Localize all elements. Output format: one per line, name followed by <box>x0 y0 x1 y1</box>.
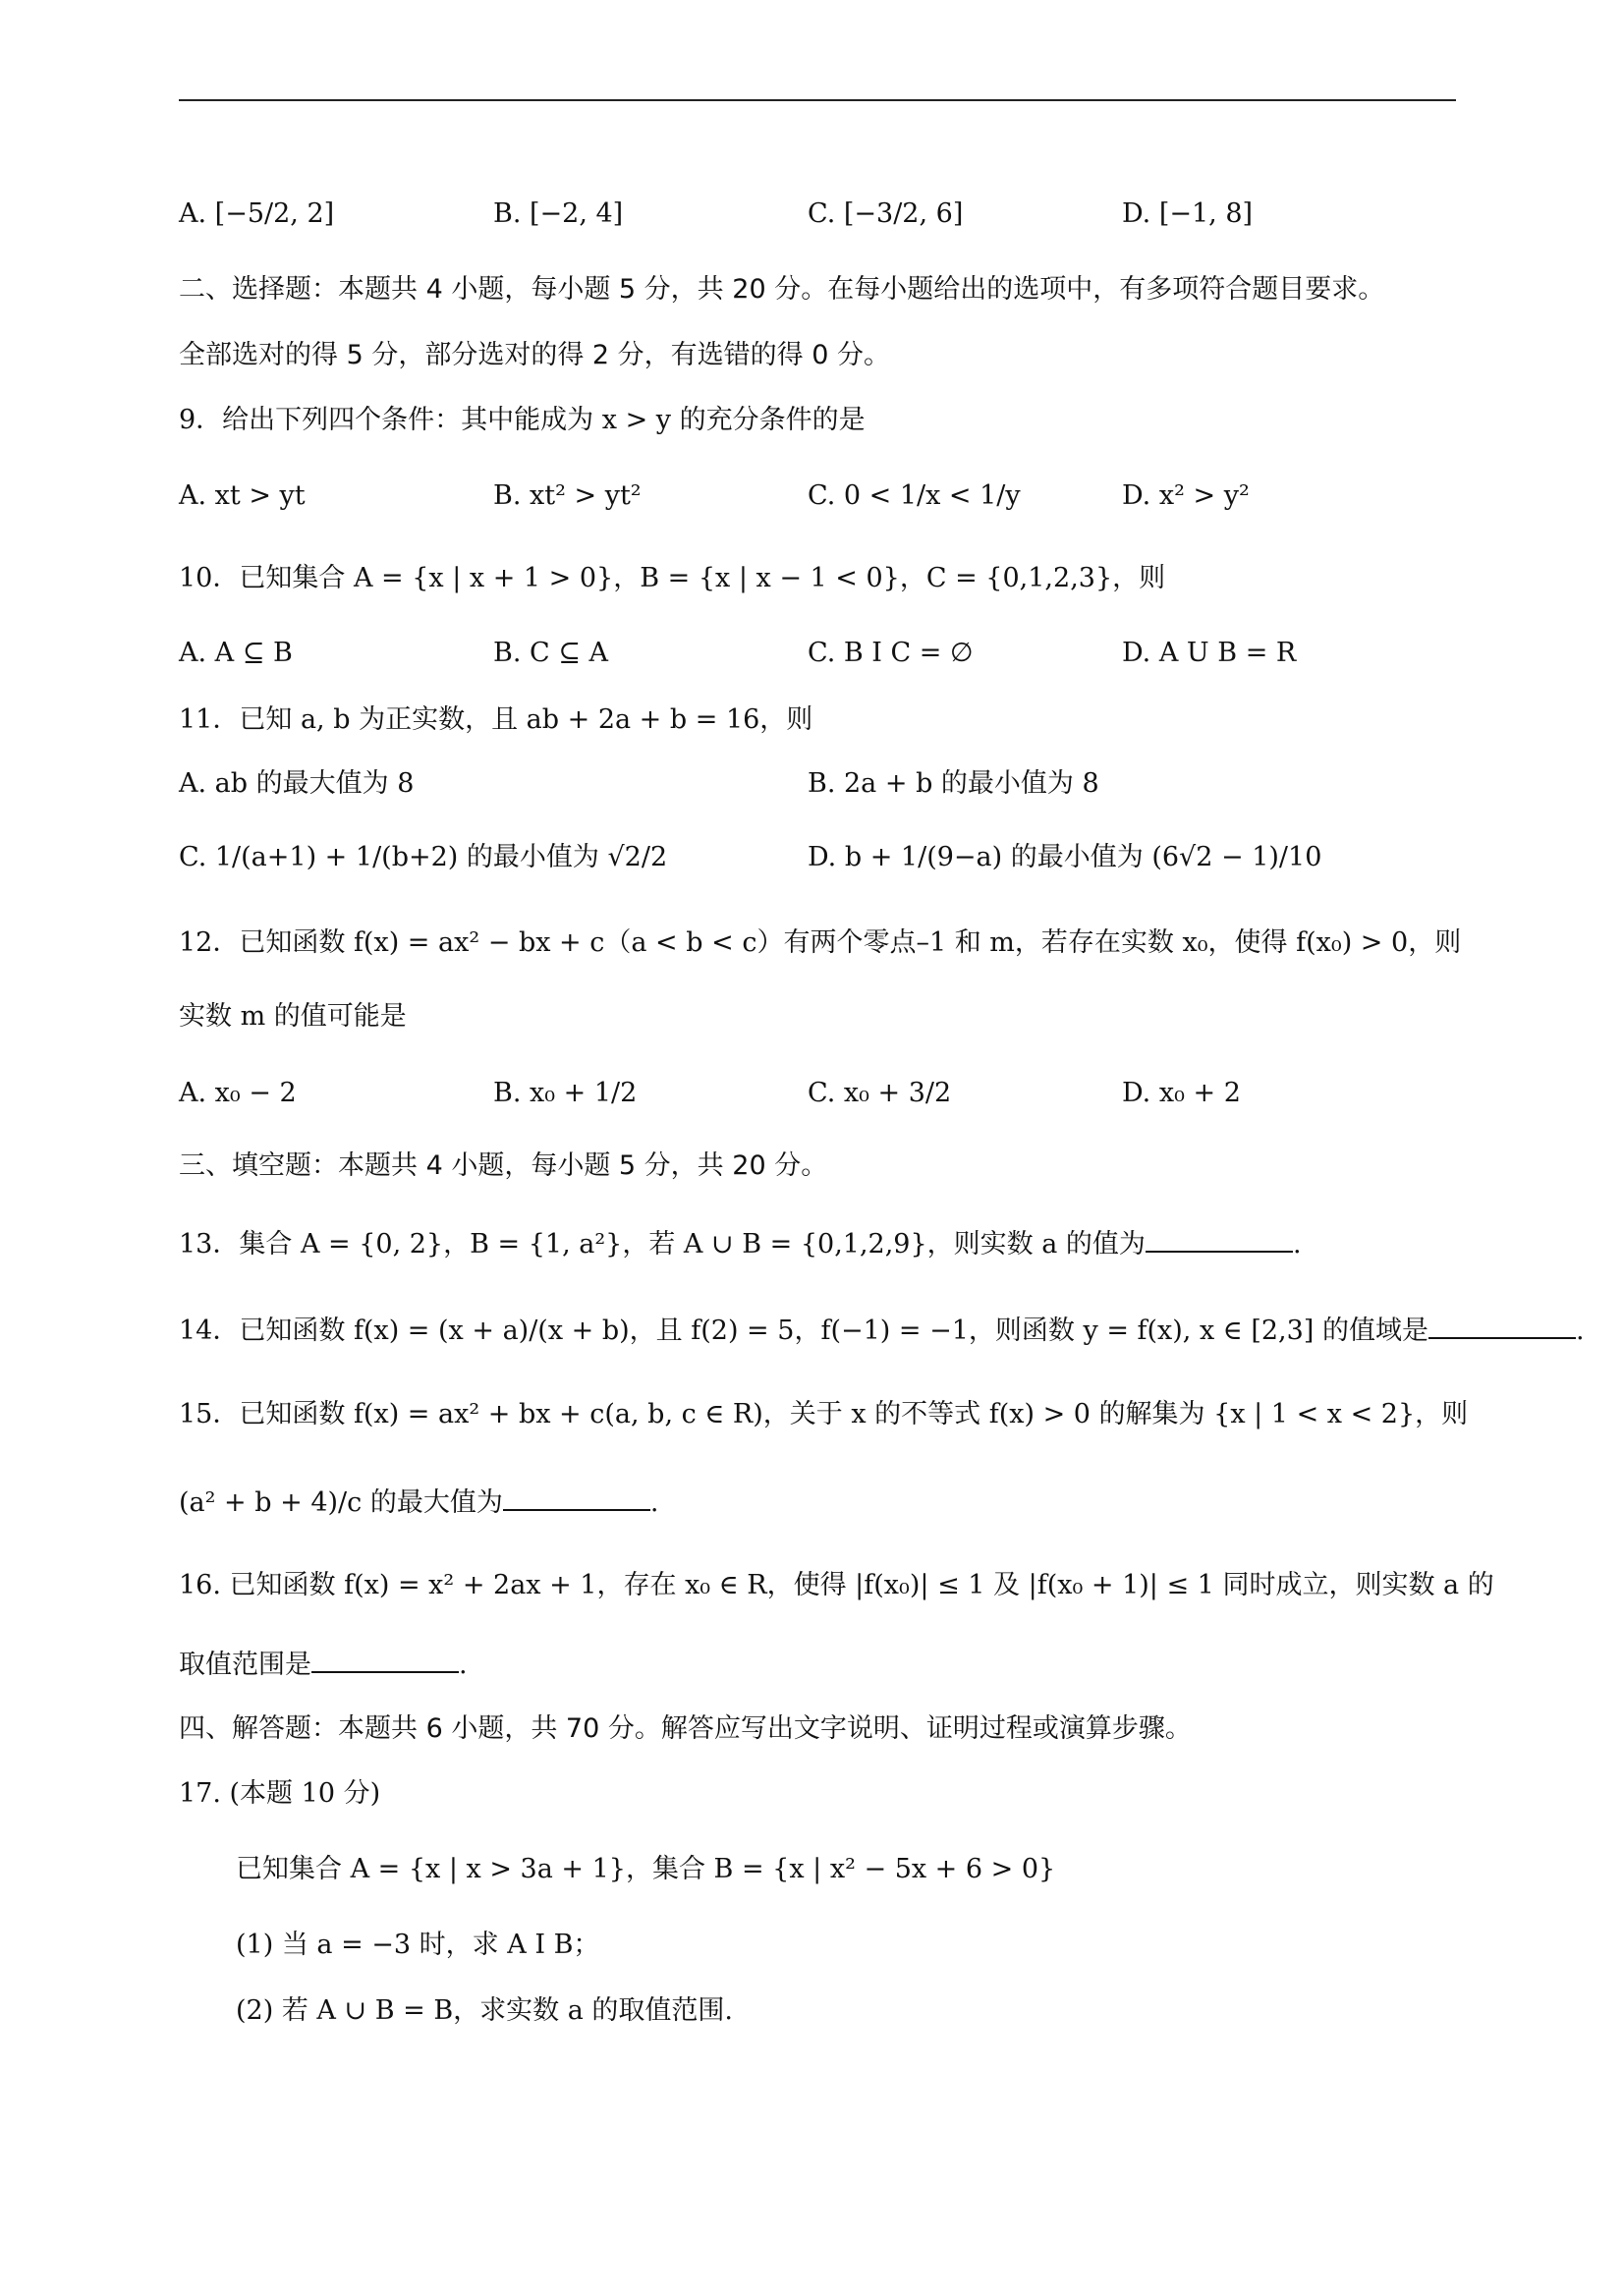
q13-answer-blank[interactable] <box>1146 1223 1293 1253</box>
q12-stem-line1: 12．已知函数 f(x) = ax² − bx + c（a < b < c）有两个零点–1 和 m，若存在实数 x₀，使得 f(x₀) > 0，则 <box>179 927 1462 958</box>
q9-option-c: C. 0 < 1/x < 1/y <box>808 480 1021 511</box>
q10-option-b: B. C ⊆ A <box>493 638 608 668</box>
q17-stem: 已知集合 A = {x | x > 3a + 1}，集合 B = {x | x² − 5x + 6 > 0} <box>236 1854 1056 1884</box>
q9-stem: 9．给出下列四个条件：其中能成为 x > y 的充分条件的是 <box>179 405 866 435</box>
q14-answer-blank[interactable] <box>1428 1310 1576 1339</box>
q16-answer-blank[interactable] <box>311 1644 459 1673</box>
q8-option-a: A. [−5/2, 2] <box>179 198 335 229</box>
q15-line2 <box>179 1482 1456 1523</box>
q10-option-a: A. A ⊆ B <box>179 638 293 668</box>
q16-stem-line2: 取值范围是 <box>179 1650 311 1680</box>
q13-end: . <box>1292 1229 1302 1260</box>
section2-note: 全部选对的得 5 分，部分选对的得 2 分，有选错的得 0 分。 <box>179 340 891 370</box>
q16-end: . <box>459 1650 468 1680</box>
section4-heading: 四、解答题：本题共 6 小题，共 70 分。解答应写出文字说明、证明过程或演算步骤。 <box>179 1713 1192 1744</box>
q14-line <box>179 1310 1585 1351</box>
q12-option-b: B. x₀ + 1/2 <box>493 1078 638 1108</box>
q9-option-a: A. xt > yt <box>179 480 306 511</box>
q8-option-d: D. [−1, 8] <box>1122 198 1254 229</box>
q9-option-b: B. xt² > yt² <box>493 480 642 511</box>
q15-stem-line2: (a² + b + 4)/c 的最大值为 <box>179 1487 503 1518</box>
q12-option-a: A. x₀ − 2 <box>179 1078 297 1108</box>
q11-stem: 11．已知 a, b 为正实数，且 ab + 2a + b = 16，则 <box>179 704 813 735</box>
q9-option-d: D. x² > y² <box>1122 480 1250 511</box>
q17-title: 17. (本题 10 分) <box>179 1778 381 1809</box>
q16-stem-line1: 16. 已知函数 f(x) = x² + 2ax + 1，存在 x₀ ∈ R，使得 |f(x₀)| ≤ 1 及 |f(x₀ + 1)| ≤ 1 同时成立，则实数 a 的 <box>179 1570 1494 1600</box>
q14-end: . <box>1575 1316 1585 1346</box>
q11-option-c: C. 1/(a+1) + 1/(b+2) 的最小值为 √2/2 <box>179 842 668 872</box>
q11-option-a: A. ab 的最大值为 8 <box>179 768 415 799</box>
q14-stem: 14．已知函数 f(x) = (x + a)/(x + b)，且 f(2) = 5，f(−1) = −1，则函数 y = f(x), x ∈ [2,3] 的值域是 <box>179 1316 1428 1346</box>
q13-line <box>179 1223 1456 1264</box>
q11-option-d: D. b + 1/(9−a) 的最小值为 (6√2 − 1)/10 <box>808 842 1322 872</box>
q12-option-c: C. x₀ + 3/2 <box>808 1078 952 1108</box>
q15-answer-blank[interactable] <box>503 1482 650 1511</box>
q17-part2: (2) 若 A ∪ B = B，求实数 a 的取值范围. <box>236 1995 734 2026</box>
q15-stem-line1: 15．已知函数 f(x) = ax² + bx + c(a, b, c ∈ R)，关于 x 的不等式 f(x) > 0 的解集为 {x | 1 < x < 2}，则 <box>179 1399 1469 1429</box>
q12-option-d: D. x₀ + 2 <box>1122 1078 1241 1108</box>
section3-heading: 三、填空题：本题共 4 小题，每小题 5 分，共 20 分。 <box>179 1150 828 1181</box>
q10-option-c: C. B I C = ∅ <box>808 638 974 668</box>
q13-stem: 13．集合 A = {0, 2}，B = {1, a²}，若 A ∪ B = {0,1,2,9}，则实数 a 的值为 <box>179 1229 1146 1260</box>
q8-option-c: C. [−3/2, 6] <box>808 198 964 229</box>
q8-option-b: B. [−2, 4] <box>493 198 624 229</box>
q10-stem: 10．已知集合 A = {x | x + 1 > 0}，B = {x | x − 1 < 0}，C = {0,1,2,3}，则 <box>179 563 1166 593</box>
section2-heading: 二、选择题：本题共 4 小题，每小题 5 分，共 20 分。在每小题给出的选项中，有多项符合题目要求。 <box>179 274 1385 305</box>
q16-line2 <box>179 1644 1456 1685</box>
q15-end: . <box>649 1487 659 1518</box>
q10-option-d: D. A U B = R <box>1122 638 1297 668</box>
q11-option-b: B. 2a + b 的最小值为 8 <box>808 768 1099 799</box>
q12-stem-line2: 实数 m 的值可能是 <box>179 1001 407 1032</box>
header-rule <box>179 99 1456 101</box>
q17-part1: (1) 当 a = −3 时，求 A I B； <box>236 1930 600 1960</box>
